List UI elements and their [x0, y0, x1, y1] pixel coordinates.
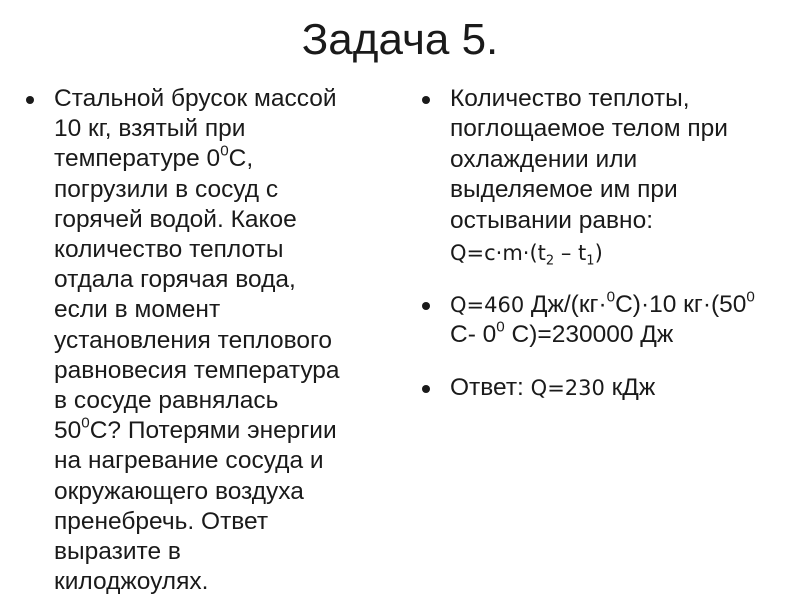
intro-line: поглощаемое телом при: [450, 115, 728, 143]
problem-line: С,: [228, 145, 254, 173]
problem-line: Стальной брусок массой: [54, 85, 337, 112]
problem-line: в сосуде равнялась: [54, 387, 279, 415]
problem-line: количество теплоты: [54, 236, 284, 264]
solution-column: [414, 84, 800, 403]
answer-unit: кДж: [611, 373, 656, 401]
intro-text: [450, 84, 800, 236]
degree-superscript: 0: [220, 142, 229, 160]
calculation-bullet: [414, 290, 800, 351]
problem-line: окружающего воздуха: [54, 477, 304, 505]
bullet-icon: [422, 385, 430, 393]
answer-value: Q=230: [530, 375, 612, 400]
problem-line: С? Потерями энергии: [89, 417, 337, 445]
problem-bullet: [18, 84, 398, 597]
problem-line: на нагревание сосуда и: [54, 447, 324, 475]
degree-superscript: 0: [81, 414, 90, 432]
calculation-text: Q=460 Дж/(кг·$^0$С)·10 $кг\cdot(50^0$ С- $0^0$ С)=230000 Дж: [450, 288, 755, 349]
problem-line: килоджоулях.: [54, 568, 209, 596]
intro-line: Количество теплоты,: [450, 85, 690, 112]
answer-text: [450, 373, 800, 403]
slide-title: Задача 5.: [301, 15, 499, 64]
problem-line: погрузили в сосуд с: [54, 175, 279, 203]
problem-line: равновесия температура: [54, 356, 340, 384]
bullet-icon: [422, 302, 430, 310]
answer-label: Ответ:: [450, 373, 531, 401]
problem-line: пренебречь. Ответ: [54, 507, 269, 535]
bullet-icon: [26, 96, 34, 104]
problem-text: [54, 84, 398, 597]
answer-bullet: [414, 373, 800, 403]
problem-line: выразите в: [54, 538, 181, 566]
formula-bullet: [414, 84, 800, 270]
problem-line: 10 кг, взятый при: [54, 115, 246, 143]
problem-line: отдала горячая вода,: [54, 266, 296, 294]
intro-line: остывании равно:: [450, 206, 654, 234]
problem-column: [18, 84, 398, 597]
problem-line: если в момент: [54, 296, 221, 324]
problem-line: горячей водой. Какое: [54, 205, 297, 233]
heat-formula: $Q=c\cdot m\cdot(t_2 - t_1)$: [450, 241, 603, 269]
problem-line: установления теплового: [54, 326, 333, 354]
intro-line: выделяемое им при: [450, 176, 678, 204]
problem-line: 50: [54, 417, 82, 445]
problem-line: температуре 0: [54, 145, 221, 173]
bullet-icon: [422, 96, 430, 104]
intro-line: охлаждении или: [450, 145, 638, 173]
